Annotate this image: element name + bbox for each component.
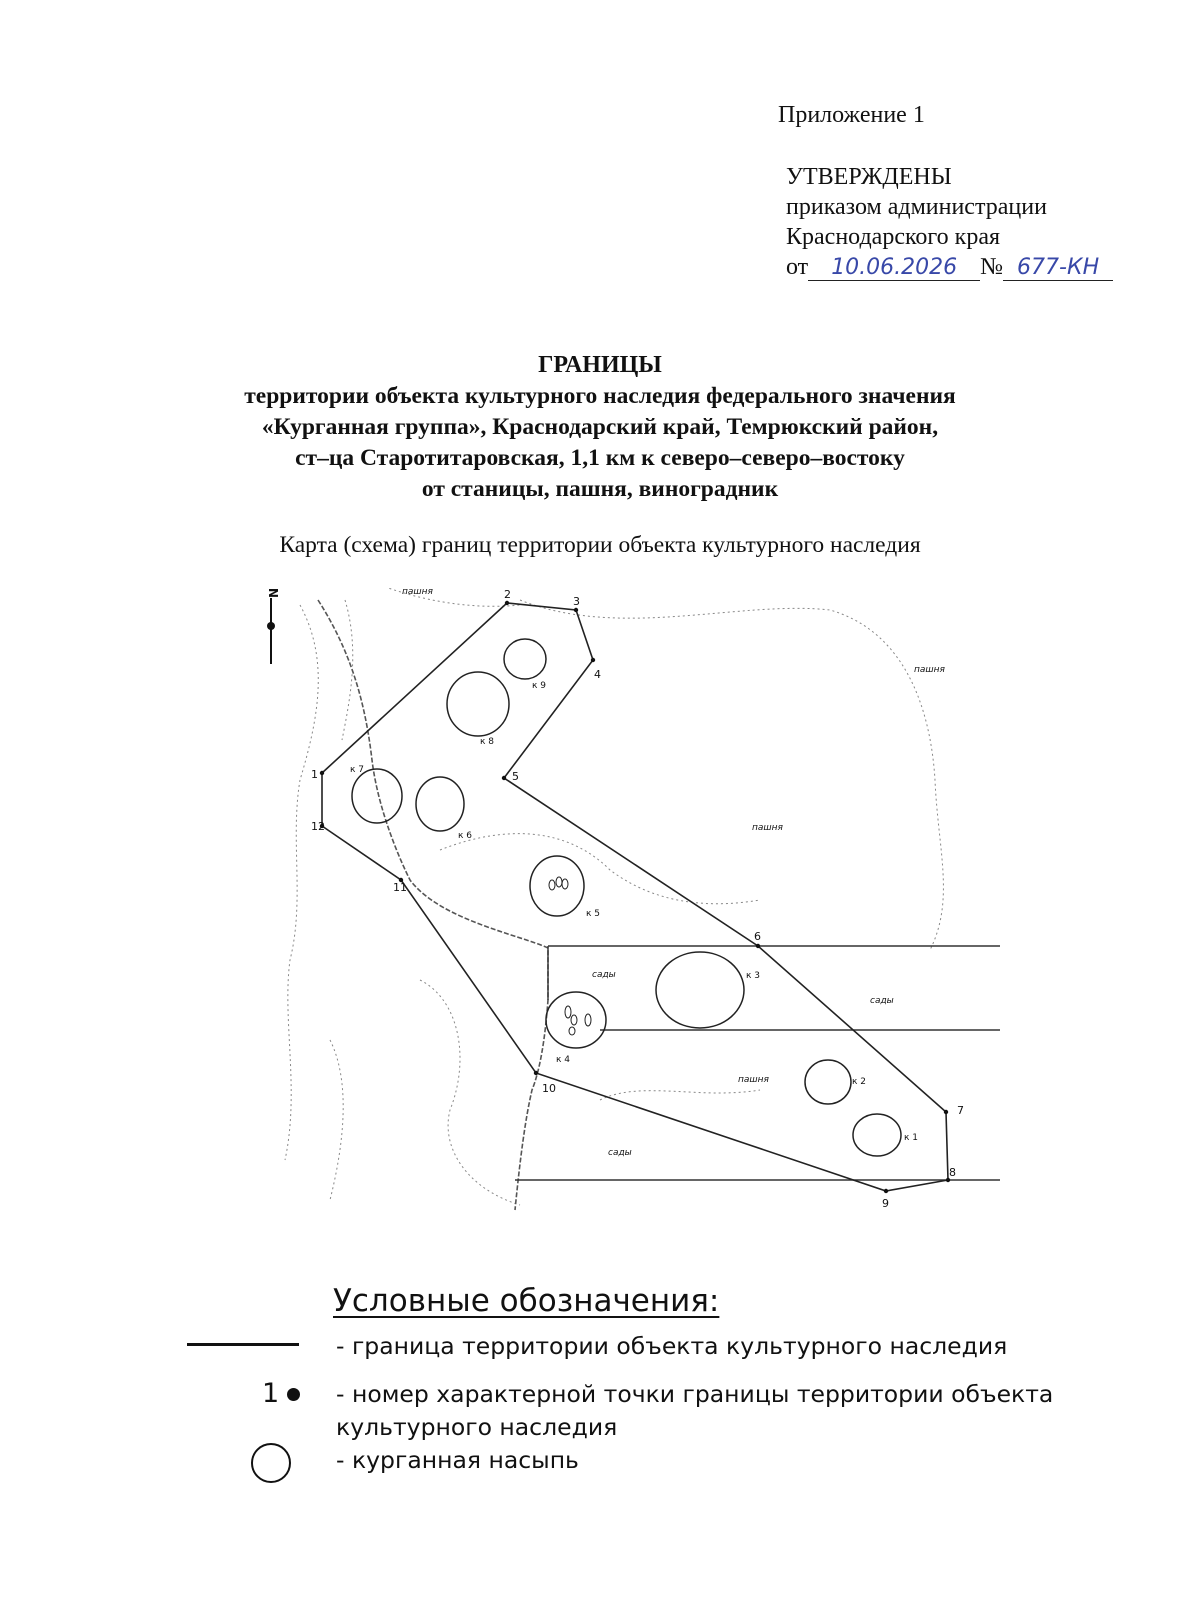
legend-point-dot-symbol [287,1388,300,1401]
mound-label-2: к 2 [852,1077,867,1087]
mound-label-4: к 4 [556,1055,571,1065]
mound-6 [416,777,464,831]
mound-7 [352,769,402,823]
territory-boundary [322,603,948,1191]
point-label-1: 1 [311,768,318,781]
title-line-2: «Курганная группа», Краснодарский край, Темрюкский район, [261,414,939,440]
mound-3 [656,952,744,1028]
number-label: № [980,254,1004,280]
point-label-11: 11 [393,881,407,894]
road [318,600,548,1210]
legend-title: Условные обозначения: [333,1283,720,1319]
legend-mound-circle-icon [251,1443,291,1483]
boundary-point-7 [944,1110,948,1114]
boundary-map [260,588,1000,1250]
legend-boundary-symbol [187,1343,299,1346]
point-label-3: 3 [573,595,580,608]
mound-pits [549,877,591,1035]
land-use-labels [402,588,946,1158]
title-line-4: от станицы, пашня, виноградник [421,476,779,502]
mound-9 [504,639,546,679]
boundary-point-6 [756,944,760,948]
mound-label-6: к 6 [458,831,473,841]
title-line-1: территории объекта культурного наследия федерального значения [244,383,956,409]
mound-label-3: к 3 [746,971,761,981]
mound-4 [546,992,606,1048]
mound-number-labels [350,681,918,1143]
land-label-arable-3: пашня [752,823,783,833]
boundary-point-5 [502,776,506,780]
land-label-garden-3: сады [608,1148,632,1158]
legend-boundary-text: - граница территории объекта культурного наследия [336,1332,1008,1360]
land-label-garden-1: сады [592,970,616,980]
legend-point-number-symbol: 1 [262,1378,280,1409]
land-label-arable-1: пашня [402,588,433,597]
map-subtitle: Карта (схема) границ территории объекта культурного наследия [279,532,921,558]
mound-1 [853,1114,901,1156]
mound-8 [447,672,509,736]
point-label-9: 9 [882,1197,889,1210]
mound-label-8: к 8 [480,737,495,747]
order-number-handwritten: 677-КН [1003,256,1113,281]
appendix-label: Приложение 1 [778,102,925,128]
mound-label-9: к 9 [532,681,547,691]
boundary-point-9 [884,1189,888,1193]
mound-label-1: к 1 [904,1133,919,1143]
point-label-2: 2 [504,588,511,601]
garden-lines [515,946,1000,1180]
boundary-point-1 [320,771,324,775]
land-label-garden-2: сады [870,996,894,1006]
point-label-5: 5 [512,770,519,783]
point-label-12: 12 [311,820,325,833]
approved-label: УТВЕРЖДЕНЫ [786,164,952,190]
mound-label-5: к 5 [586,909,601,919]
point-label-6: 6 [754,930,761,943]
point-label-4: 4 [594,668,601,681]
land-label-arable-4: пашня [738,1075,769,1085]
boundary-point-4 [591,658,595,662]
boundary-point-3 [574,608,578,612]
mounds [352,639,901,1156]
legend-mound-text: - курганная насыпь [336,1446,579,1474]
approved-by-line-2: Краснодарского края [786,224,1001,250]
point-label-10: 10 [542,1082,556,1095]
contour-lines [285,588,943,1205]
title-heading: ГРАНИЦЫ [538,352,662,378]
land-label-arable-2: пашня [914,665,945,675]
north-arrow [267,588,281,664]
approval-block [786,162,1113,282]
boundary-point-2 [505,601,509,605]
document-title [0,350,1200,505]
order-line [786,252,1113,282]
point-label-7: 7 [957,1104,964,1117]
approved-by-line-1: приказом администрации [786,194,1047,220]
title-line-3: ст–ца Старотитаровская, 1,1 км к северо–северо–востоку [295,445,905,471]
mound-2 [805,1060,851,1104]
boundary-points [320,601,950,1193]
mound-label-7: к 7 [350,765,365,775]
order-date-handwritten: 10.06.2026 [808,256,980,281]
legend-point-text: - номер характерной точки границы территории объекта культурного наследия [336,1380,1054,1441]
boundary-point-10 [534,1071,538,1075]
north-label: N [267,588,281,598]
point-label-8: 8 [949,1166,956,1179]
from-label: от [786,254,809,280]
